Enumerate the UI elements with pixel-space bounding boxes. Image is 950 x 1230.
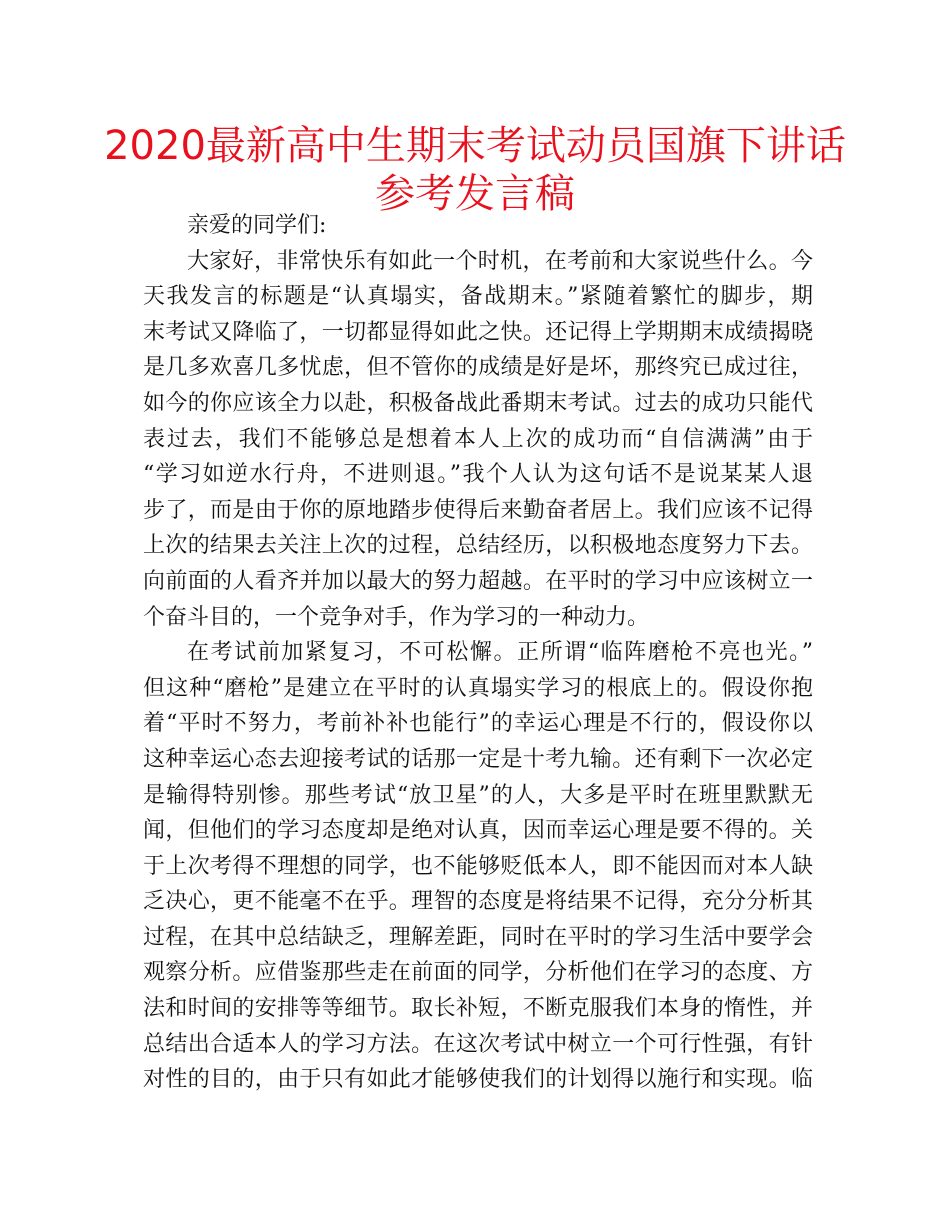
text-line: 对性的目的，由于只有如此才能够使我们的计划得以施行和实现。临 xyxy=(143,1067,813,1093)
text-line: 亲爱的同学们: xyxy=(187,213,327,238)
text-line: 大家好，非常快乐有如此一个时机，在考前和大家说些什么。今 xyxy=(187,248,813,274)
text-line: 上次的结果去关注上次的过程，总结经历，以积极地态度努力下去。 xyxy=(143,533,813,559)
title-line-2: 参考发言稿 xyxy=(375,171,575,217)
text-line: 过程，在其中总结缺乏，理解差距，同时在平时的学习生活中要学会 xyxy=(143,924,813,950)
text-line: 向前面的人看齐并加以最大的努力超越。在平时的学习中应该树立一 xyxy=(143,568,813,594)
text-line: 总结出合适本人的学习方法。在这次考试中树立一个可行性强，有针 xyxy=(143,1031,813,1057)
text-line: 步了，而是由于你的原地踏步使得后来勤奋者居上。我们应该不记得 xyxy=(143,497,813,523)
text-line: 着“平时不努力，考前补补也能行”的幸运心理是不行的，假设你以 xyxy=(143,711,813,737)
text-line: 法和时间的安排等等细节。取长补短，不断克服我们本身的惰性，并 xyxy=(143,996,813,1022)
text-line: 在考试前加紧复习，不可松懈。正所谓“临阵磨枪不亮也光。” xyxy=(187,640,813,666)
text-line: 是输得特别惨。那些考试“放卫星”的人，大多是平时在班里默默无 xyxy=(143,782,813,808)
text-line: 闻，但他们的学习态度却是绝对认真，因而幸运心理是要不得的。关 xyxy=(143,818,813,844)
text-line: 于上次考得不理想的同学，也不能够贬低本人，即不能因而对本人缺 xyxy=(143,853,813,879)
text-line: 但这种“磨枪”是建立在平时的认真塌实学习的根底上的。假设你抱 xyxy=(143,675,813,701)
page-title xyxy=(100,122,850,218)
title-line-1: 2020最新高中生期末考试动员国旗下讲话 xyxy=(104,123,846,169)
text-line: 末考试又降临了，一切都显得如此之快。还记得上学期期末成绩揭晓 xyxy=(143,319,813,345)
text-line: 这种幸运心态去迎接考试的话那一定是十考九输。还有剩下一次必定 xyxy=(143,746,813,772)
text-line: 天我发言的标题是“认真塌实，备战期末。”紧随着繁忙的脚步，期 xyxy=(143,284,813,310)
text-line: 如今的你应该全力以赴，积极备战此番期末考试。过去的成功只能代 xyxy=(143,390,813,416)
text-line: 表过去，我们不能够总是想着本人上次的成功而“自信满满”由于 xyxy=(143,426,813,452)
body-text xyxy=(143,208,813,1098)
text-line: 个奋斗目的，一个竞争对手，作为学习的一种动力。 xyxy=(143,604,650,630)
text-line: 是几多欢喜几多忧虑，但不管你的成绩是好是坏，那终究已成过往， xyxy=(143,355,813,381)
text-line: 乏决心，更不能毫不在乎。理智的态度是将结果不记得，充分分析其 xyxy=(143,889,813,915)
text-line: 观察分析。应借鉴那些走在前面的同学，分析他们在学习的态度、方 xyxy=(143,960,813,986)
text-line: “学习如逆水行舟，不进则退。”我个人认为这句话不是说某某人退 xyxy=(143,462,813,488)
